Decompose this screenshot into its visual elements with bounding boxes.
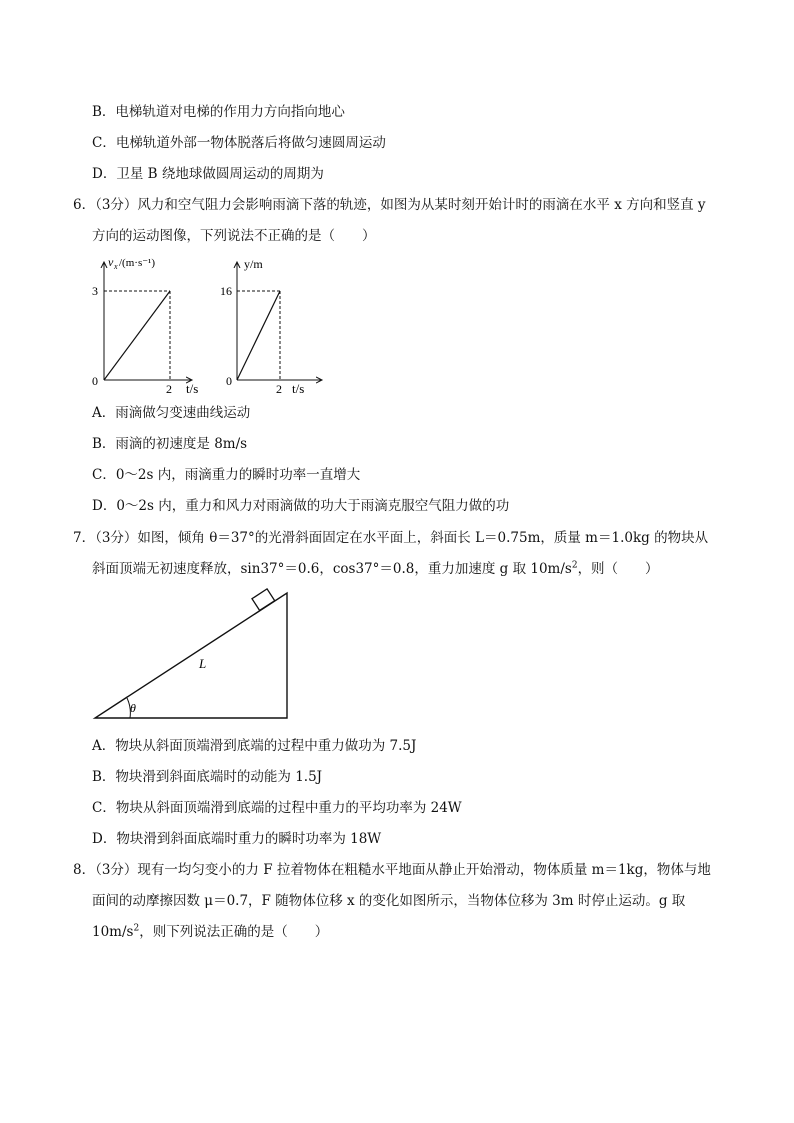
y-t-graph [220,257,322,396]
q5-option-d: D．卫星 B 绕地球做圆周运动的周期为 [92,166,324,182]
q6-option-d: D．0～2s 内，重力和风力对雨滴做的功大于雨滴克服空气阻力做的功 [92,498,510,514]
vx-axis-unit: /(m·s⁻¹) [119,257,155,269]
q7-stem-line2: 斜面顶端无初速度释放，sin37°＝0.6，cos37°＝0.8，重力加速度 g 取 $10m/s^2$，则（ ） [92,560,659,577]
q6-figure [88,250,328,400]
vx-axis-sub: x [114,262,118,271]
y-x-label: t/s [292,381,305,396]
y-x-tick: 2 [276,382,282,396]
y-y-tick: 16 [220,284,232,298]
q6-stem-line1: 6．（3分）风力和空气阻力会影响雨滴下落的轨迹，如图为从某时刻开始计时的雨滴在水平 x 方向和竖直 y [73,197,706,213]
q6-stem-line2: 方向的运动图像，下列说法不正确的是（ ） [92,228,376,244]
q6-option-c: C．0～2s 内，雨滴重力的瞬时功率一直增大 [92,467,361,483]
vx-x-tick: 2 [166,382,172,396]
q8-stem-line1: 8．（3分）现有一均匀变小的力 F 拉着物体在粗糙水平地面从静止开始滑动，物体质量 m＝1kg，物体与地 [73,862,711,878]
q6-option-b: B．雨滴的初速度是 8m/s [92,436,248,452]
vx-x-label: t/s [186,381,199,396]
q6-option-a: A．雨滴做匀变速曲线运动 [92,405,251,421]
incline-figure [90,588,300,723]
q7-option-d: D．物块滑到斜面底端时重力的瞬时功率为 18W [92,831,382,847]
q7-stem-line1: 7．（3分）如图，倾角 θ＝37°的光滑斜面固定在水平面上，斜面长 L＝0.75m，质量 m＝1.0kg 的物块从 [73,530,709,546]
theta-label: θ [130,701,136,715]
vx-axis-label: v [108,255,114,269]
q5-option-b: B．电梯轨道对电梯的作用力方向指向地心 [92,104,345,120]
vx-origin: 0 [92,374,98,388]
vx-y-tick: 3 [92,284,98,298]
q7-option-a: A．物块从斜面顶端滑到底端的过程中重力做功为 7.5J [92,738,417,754]
y-axis-label: y/m [244,257,263,271]
q5-option-c: C．电梯轨道外部一物体脱落后将做匀速圆周运动 [92,135,386,151]
vx-t-graph [92,255,198,396]
q8-stem-line3: $10m/s^2$，则下列说法正确的是（ ） [92,923,329,940]
slope-length-label: L [199,656,207,671]
q8-stem-line2: 面间的动摩擦因数 μ＝0.7，F 随物体位移 x 的变化如图所示，当物体位移为 3m 时停止运动。g 取 [92,893,686,909]
q7-option-c: C．物块从斜面顶端滑到底端的过程中重力的平均功率为 24W [92,800,462,816]
y-origin: 0 [226,374,232,388]
q7-option-b: B．物块滑到斜面底端时的动能为 1.5J [92,769,323,785]
